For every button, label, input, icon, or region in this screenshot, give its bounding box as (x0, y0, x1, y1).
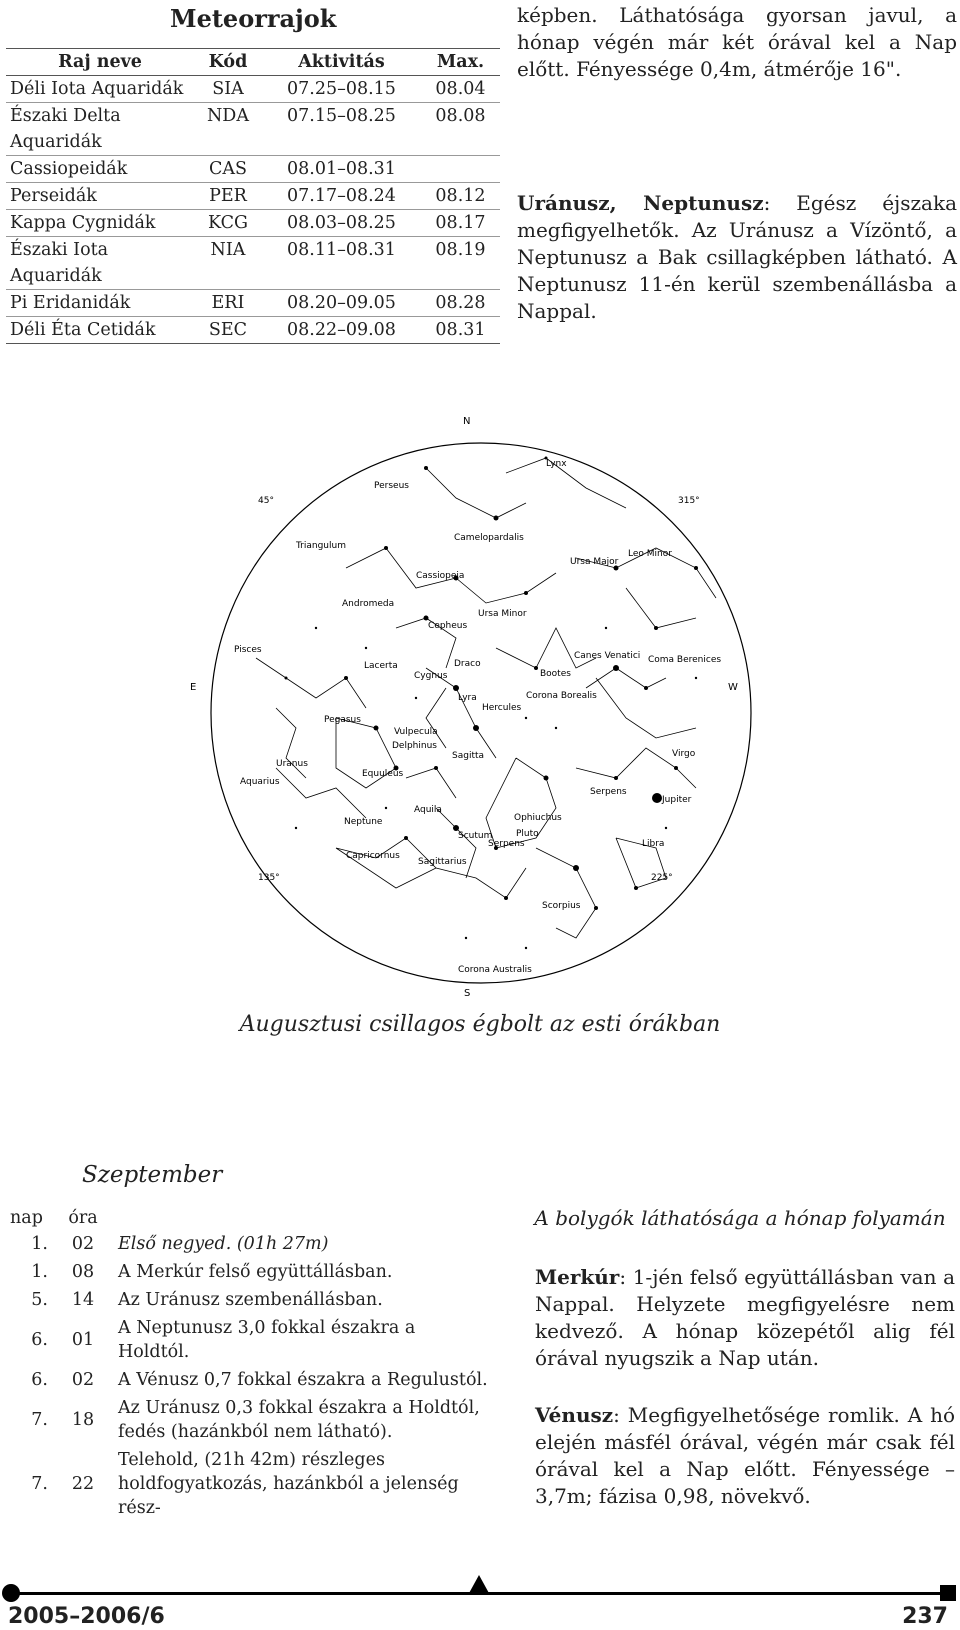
venus-heading: Vénusz (535, 1403, 614, 1427)
label-virgo: Virgo (672, 749, 696, 759)
event-time: 18 (71, 1410, 95, 1430)
shower-activity: 07.25–08.15 (262, 76, 421, 103)
shower-max: 08.12 (421, 183, 500, 210)
shower-max: 08.19 (421, 237, 500, 290)
label-ophiuchus: Ophiuchus (514, 813, 562, 823)
event-day: 7. (31, 1410, 48, 1430)
shower-name: Északi Delta Aquaridák (6, 103, 194, 156)
header-code: Kód (194, 49, 262, 76)
event-time: 14 (71, 1290, 95, 1310)
shower-code: ERI (194, 290, 262, 317)
mercury-heading: Merkúr (535, 1265, 620, 1289)
label-pluto: Pluto (516, 829, 539, 839)
shower-max: 08.08 (421, 103, 500, 156)
meteor-table-title: Meteorrajok (170, 4, 337, 33)
label-cepheus: Cepheus (428, 621, 468, 631)
event-row (10, 1260, 490, 1284)
page-number: 237 (902, 1604, 948, 1629)
event-text: Az Uránusz szembenállásban. (118, 1290, 383, 1310)
event-day: 6. (31, 1370, 48, 1390)
label-neptune: Neptune (344, 817, 383, 827)
label-vulpecula: Vulpecula (394, 727, 438, 737)
label-lyra: Lyra (458, 693, 477, 703)
table-row (6, 317, 500, 344)
uranus-neptune-paragraph (517, 190, 957, 325)
event-row (10, 1316, 490, 1364)
horizon-circle (211, 443, 751, 983)
label-coma-berenices: Coma Berenices (648, 655, 722, 665)
shower-name: Kappa Cygnidák (6, 210, 194, 237)
label-aquila: Aquila (414, 805, 442, 815)
shower-max: 08.28 (421, 290, 500, 317)
shower-name: Déli Iota Aquaridák (6, 76, 194, 103)
header-time: óra (68, 1208, 98, 1228)
event-row (10, 1288, 490, 1312)
event-row (10, 1448, 490, 1520)
constellation-lines (256, 458, 716, 938)
label-leo-minor: Leo Minor (628, 549, 672, 559)
shower-name: Északi Iota Aquaridák (6, 237, 194, 290)
label-equuleus: Equuleus (362, 769, 404, 779)
label-pisces: Pisces (234, 645, 262, 655)
event-day: 5. (31, 1290, 48, 1310)
shower-max: 08.17 (421, 210, 500, 237)
shower-activity: 07.17–08.24 (262, 183, 421, 210)
label-triangulum: Triangulum (296, 541, 346, 551)
event-text: A Vénusz 0,7 fokkal északra a Regulustól. (118, 1370, 488, 1390)
shower-name: Déli Éta Cetidák (6, 317, 194, 344)
venus-text: : Megfigyelhetősége romlik. A hó elején másfél órával, végén már csak fél órával kel a Nap előtt. Fényessége – 3,7m; fázisa 0,98, növekvő. (535, 1403, 955, 1508)
events-header (10, 1204, 490, 1232)
direction-w: W (728, 682, 738, 693)
event-time: 02 (71, 1370, 95, 1390)
label-pegasus: Pegasus (324, 715, 361, 725)
table-row (6, 237, 500, 290)
shower-name: Pi Eridanidák (6, 290, 194, 317)
footer-issue: 2005–2006/6 (8, 1604, 165, 1629)
label-lacerta: Lacerta (364, 661, 398, 671)
label-hercules: Hercules (482, 703, 522, 713)
angle-315: 315° (678, 496, 700, 506)
event-text: Első negyed. (01h 27m) (118, 1234, 329, 1254)
label-bootes: Bootes (540, 669, 571, 679)
direction-s: S (464, 988, 471, 999)
direction-e: E (190, 682, 197, 693)
shower-activity: 08.03–08.25 (262, 210, 421, 237)
table-row (6, 156, 500, 183)
label-draco: Draco (454, 659, 481, 669)
label-sagittarius: Sagittarius (418, 857, 467, 867)
table-row (6, 183, 500, 210)
label-sagitta: Sagitta (452, 751, 485, 761)
label-cassiopeia: Cassiopeia (416, 571, 465, 581)
table-row (6, 290, 500, 317)
shower-activity: 07.15–08.25 (262, 103, 421, 156)
direction-n: N (463, 416, 471, 427)
event-day: 1. (31, 1234, 48, 1254)
events-table (10, 1204, 490, 1524)
shower-max (421, 156, 500, 183)
table-row (6, 76, 500, 103)
event-row (10, 1232, 490, 1256)
shower-code: KCG (194, 210, 262, 237)
label-ursa-major: Ursa Major (570, 557, 619, 567)
label-scorpius: Scorpius (542, 901, 581, 911)
label-corona-australis: Corona Australis (458, 965, 532, 975)
event-text: Az Uránusz 0,3 fokkal északra a Holdtól, fedés (hazánkból nem látható). (118, 1398, 480, 1442)
event-row (10, 1368, 490, 1392)
shower-code: PER (194, 183, 262, 210)
label-lynx: Lynx (546, 459, 567, 469)
label-ursa-minor: Ursa Minor (478, 609, 527, 619)
event-time: 08 (71, 1262, 95, 1282)
label-camelopardalis: Camelopardalis (454, 533, 524, 543)
event-text: Telehold, (21h 42m) részleges holdfogyatkozás, hazánkból a jelenség rész- (118, 1450, 459, 1518)
uranus-neptune-text: : Egész éjszaka megfigyelhetők. Az Uránusz a Vízöntő, a Neptunusz a Bak csillagképben látható. A Neptunusz 11-én kerül szembenállásba a Nappal. (517, 191, 958, 323)
header-max: Max. (421, 49, 500, 76)
shower-activity: 08.22–09.08 (262, 317, 421, 344)
meteor-table (6, 48, 500, 344)
label-perseus: Perseus (374, 481, 409, 491)
shower-code: NIA (194, 237, 262, 290)
event-text: A Neptunusz 3,0 fokkal északra a Holdtól. (118, 1318, 416, 1362)
angle-45: 45° (258, 496, 274, 506)
label-corona-borealis: Corona Borealis (526, 691, 597, 701)
label-jupiter: Jupiter (662, 795, 692, 805)
jupiter-marker (652, 793, 662, 803)
footer-circle-icon (2, 1584, 20, 1602)
event-text: A Merkúr felső együttállásban. (118, 1262, 393, 1282)
shower-max: 08.31 (421, 317, 500, 344)
shower-activity: 08.11–08.31 (262, 237, 421, 290)
event-day: 7. (31, 1474, 48, 1494)
label-cygnus: Cygnus (414, 671, 448, 681)
shower-name: Cassiopeidák (6, 156, 194, 183)
label-scutum: Scutum (458, 831, 493, 841)
label-capricornus: Capricornus (346, 851, 400, 861)
footer-square-icon (940, 1585, 956, 1601)
label-delphinus: Delphinus (392, 741, 437, 751)
venus-paragraph (535, 1402, 955, 1510)
shower-name: Perseidák (6, 183, 194, 210)
event-time: 22 (71, 1474, 95, 1494)
label-serpens: Serpens (590, 787, 627, 797)
shower-activity: 08.20–09.05 (262, 290, 421, 317)
header-name: Raj neve (6, 49, 194, 76)
uranus-neptune-heading: Uránusz, Neptunusz (517, 191, 764, 215)
shower-activity: 08.01–08.31 (262, 156, 421, 183)
shower-code: NDA (194, 103, 262, 156)
label-libra: Libra (642, 839, 665, 849)
september-title: Szeptember (82, 1162, 223, 1188)
saturn-continuation-paragraph: képben. Láthatósága gyorsan javul, a hónap végén már két órával kel a Nap előtt. Fényessége 0,4m, átmérője 16". (517, 3, 957, 81)
mercury-text: : 1-jén felső együttállásban van a Nappal. Helyzete megfigyelésre nem kedvező. A hónap közepétől alig fél órával nyugszik a Nap után. (535, 1265, 955, 1370)
shower-code: SIA (194, 76, 262, 103)
label-uranus: Uranus (276, 759, 308, 769)
label-canes-venatici: Canes Venatici (574, 651, 641, 661)
shower-code: CAS (194, 156, 262, 183)
table-row (6, 210, 500, 237)
label-serpens-cauda: Serpens (488, 839, 525, 849)
event-day: 1. (31, 1262, 48, 1282)
shower-max: 08.04 (421, 76, 500, 103)
angle-225: 225° (651, 873, 673, 883)
table-header-row (6, 49, 500, 76)
sky-chart (190, 416, 766, 999)
label-aquarius: Aquarius (240, 777, 280, 787)
header-day: nap (10, 1208, 43, 1228)
planets-title: A bolygók láthatósága a hónap folyamán (534, 1206, 946, 1230)
footer-triangle-icon (468, 1575, 490, 1595)
event-day: 6. (31, 1330, 48, 1350)
event-time: 01 (71, 1330, 95, 1350)
mercury-paragraph (535, 1264, 955, 1372)
header-activity: Aktivitás (262, 49, 421, 76)
event-row (10, 1396, 490, 1444)
label-andromeda: Andromeda (342, 599, 395, 609)
sky-chart-caption: Augusztusi csillagos égbolt az esti órákban (239, 1012, 721, 1037)
angle-135: 135° (258, 873, 280, 883)
table-row (6, 103, 500, 156)
shower-code: SEC (194, 317, 262, 344)
event-time: 02 (71, 1234, 95, 1254)
